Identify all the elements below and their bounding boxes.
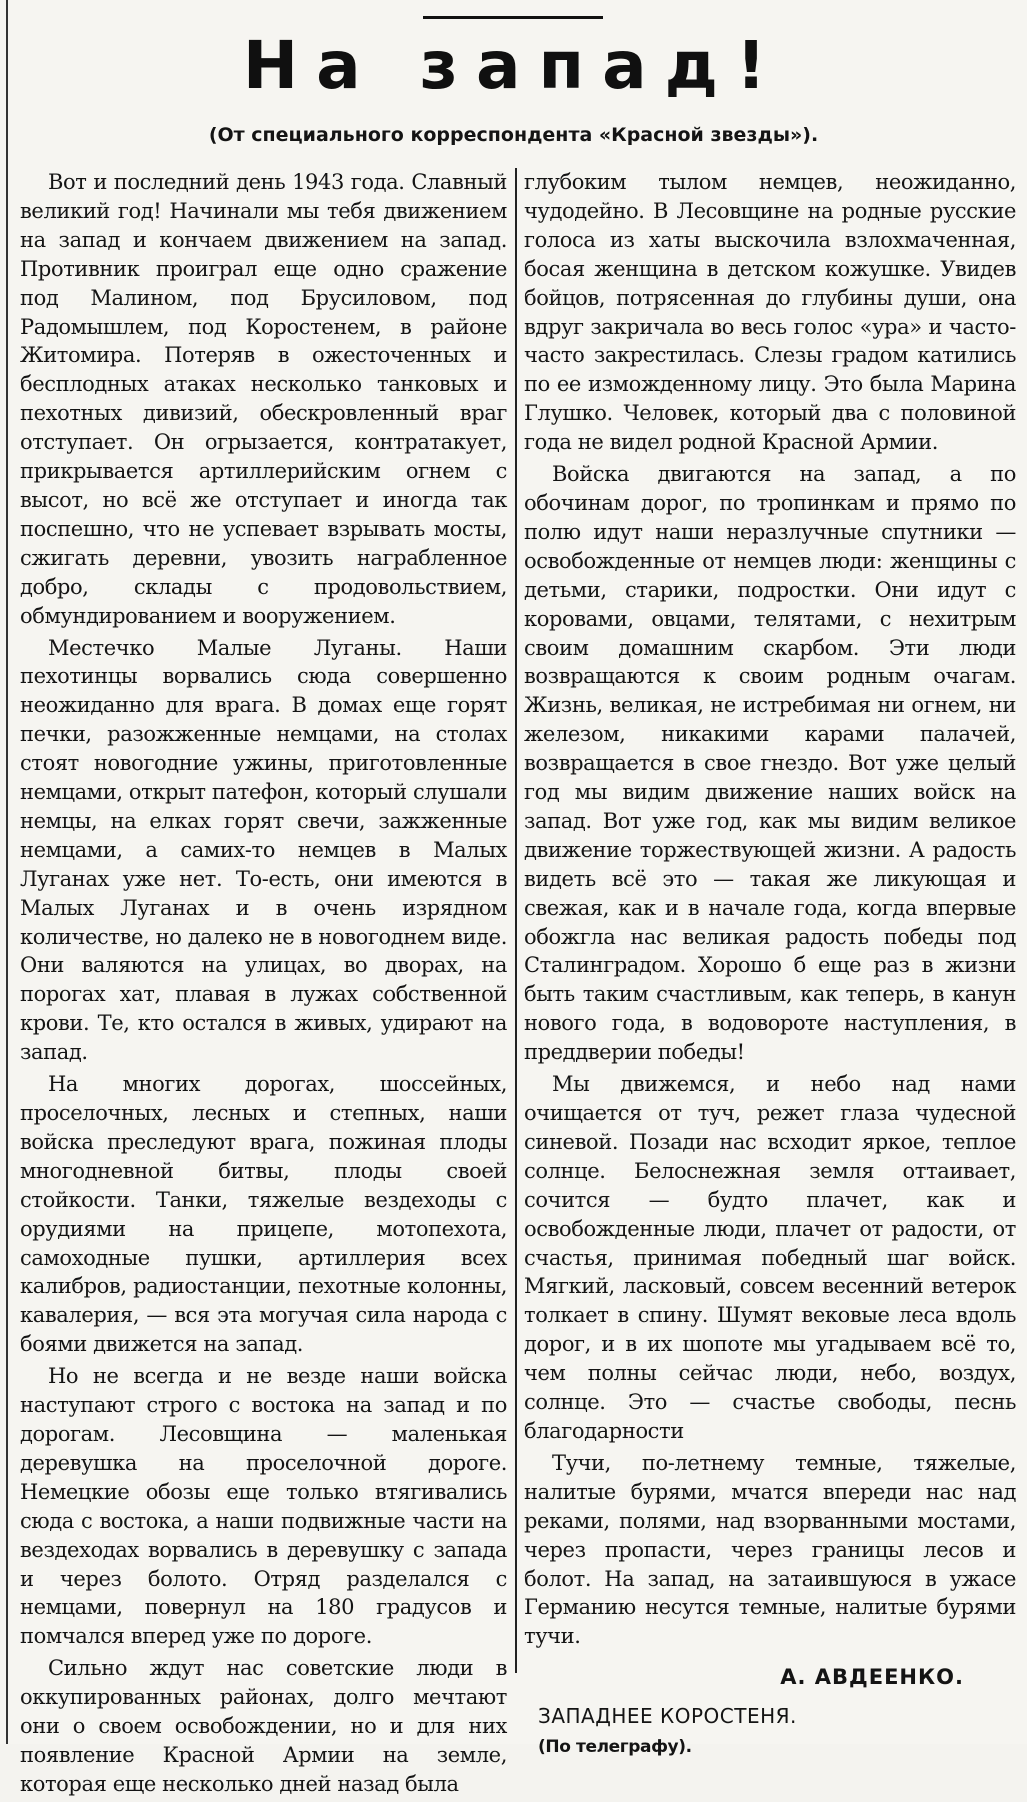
paragraph: Сильно ждут нас советские люди в оккупированных районах, долго мечтают они о своем освобождении, но и для них появление Красной Армии на земле, которая еще несколько дней назад была: [20, 1656, 507, 1796]
header-rule: [423, 16, 603, 19]
paragraph: Местечко Малые Луганы. Наши пехотинцы ворвались сюда совершенно неожиданно для врага. В домах еще горят печки, разожженные немцами, на столах стоят новогодние ужины, приготовленные немцами, открыт патефон, который слушали немцы, на елках горят свечи, зажженные немцами, а самих-то немцев в Малых Луганах уже нет. То-есть, они имеются в Малых Луганах и в очень изрядном количестве, но далеко не в новогоднем виде. Они валяются на улицах, во дворах, на порогах хат, плавая в лужах собственной крови. Те, кто остался в живых, удирают на запад.: [20, 635, 507, 1065]
paragraph: Тучи, по-летнему темные, тяжелые, налитые бурями, мчатся впереди нас над реками, полями, над взорванными мостами, через пропасти, через границы лесов и болот. На запад, на затаившуюся в ужасе Германию несутся темные, налитые бурями тучи.: [524, 1450, 1016, 1649]
dateline: ЗАПАДНЕЕ КОРОСТЕНЯ.: [538, 1704, 797, 1729]
article-column-right: [524, 168, 1016, 1762]
paragraph: Вот и последний день 1943 года. Славный великий год! Начинали мы тебя движением на запад и кончаем движением на запад. Противник проиграл еще одно сражение под Малином, под Брусиловом, под Радомышлем, под Коростенем, в районе Житомира. Потеряв в ожесточенных и бесплодных атаках несколько танковых и пехотных дивизий, обескровленный враг отступает. Он огрызается, контратакует, прикрывается артиллерийским огнем с высот, но всё же отступает и иногда так поспешно, что не успевает взрывать мосты, сжигать деревни, увозить награбленное добро, склады с продовольствием, обмундированием и вооружением.: [20, 170, 507, 628]
paragraph: Войска двигаются на запад, а по обочинам дорог, по тропинкам и прямо по полю идут наши неразлучные спутники — освобожденные от немцев люди: женщины с детьми, старики, подростки. Они идут с коровами, овцами, телятами, с нехитрым своим домашним скарбом. Эти люди возвращаются к своим родным очагам. Жизнь, великая, не истребимая ни огнем, ни железом, никакими карами палачей, возвращается в свое гнездо. Вот уже целый год мы видим движение наших войск на запад. Вот уже год, как мы видим великое движение торжествующей жизни. А радость видеть всё это — такая же ликующая и свежая, как и в начале года, когда впервые обожгла нас великая радость победы под Сталинградом. Хорошо б еще раз в жизни быть таким счастливым, как теперь, в канун нового года, в водовороте наступления, в преддверии победы!: [524, 462, 1016, 1065]
article-column-left: [20, 168, 507, 1802]
paragraph: глубоким тылом немцев, неожиданно, чудодейно. В Лесовщине на родные русские голоса из хаты выскочила взлохмаченная, босая женщина в детском кожушке. Увидев бойцов, потрясенная до глубины души, она вдруг закричала во весь голос «ура» и часто-часто закрестилась. Слезы градом катились по ее изможденному лицу. Это была Марина Глушко. Человек, который два с половиной года не видел родной Красной Армии.: [524, 170, 1016, 455]
paragraph: На многих дорогах, шоссейных, проселочных, лесных и степных, наши войска преследуют врага, пожиная плоды многодневной битвы, плоды своей стойкости. Танки, тяжелые вездеходы с орудиями на прицепе, мотопехота, самоходные пушки, артиллерия всех калибров, радиостанции, пехотные колонны, кавалерия, — вся эта могучая сила народа с боями движется на запад.: [20, 1072, 507, 1357]
paragraph: Мы движемся, и небо над нами очищается от туч, режет глаза чудесной синевой. Позади нас всходит яркое, теплое солнце. Белоснежная земля оттаивает, сочится — будто плачет, как и освобожденные люди, плачет от радости, от счастья, принимая победный шаг войск. Мягкий, ласковый, совсем весенний ветерок толкает в спину. Шумят вековые леса вдоль дорог, и в их шопоте мы угадываем всё то, чем полны сейчас люди, небо, воздух, солнце. Это — счастье свободы, песнь благодарности: [524, 1072, 1016, 1443]
article-headline: На запад!: [242, 27, 785, 104]
source-note: (По телеграфу).: [538, 1737, 692, 1758]
author-signature: А. АВДЕЕНКО.: [780, 1665, 964, 1690]
column-divider: [515, 168, 517, 1673]
paragraph: Но не всегда и не везде наши войска наступают строго с востока на запад и по дорогам. Лесовщина — маленькая деревушка на проселочной дороге. Немецкие обозы еще только втягивались сюда с востока, а наши подвижные части на вездеходах ворвались в деревушку с запада и через болото. Отряд разделался с немцами, повернул на 180 градусов и помчался вперед уже по дороге.: [20, 1364, 507, 1649]
article-subtitle: (От специального корреспондента «Красной звезды»).: [208, 124, 819, 146]
page-edge-rule: [6, 0, 8, 1744]
